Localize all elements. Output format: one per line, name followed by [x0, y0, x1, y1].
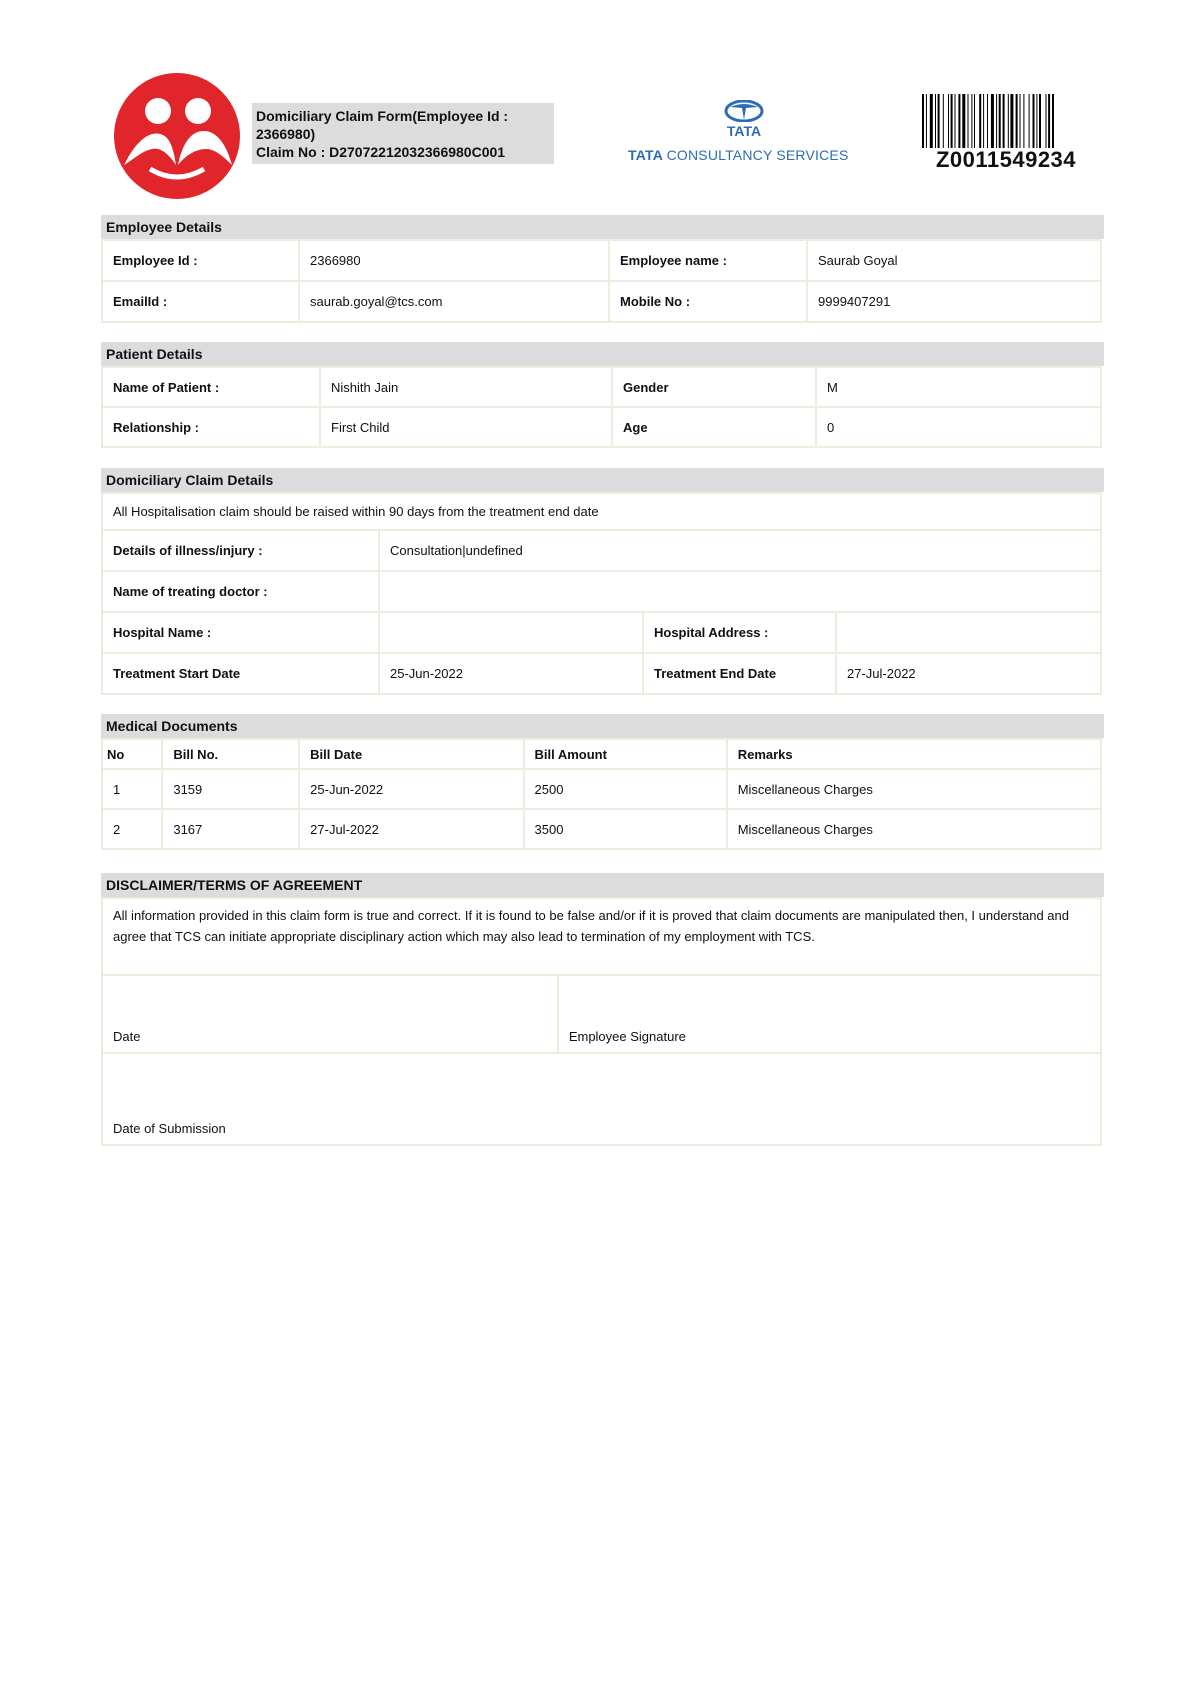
form-title-box	[252, 103, 554, 164]
tata-emblem-icon	[724, 100, 764, 122]
relationship-label: Relationship :	[103, 408, 319, 446]
mobile-value: 9999407291	[808, 282, 1100, 321]
treatment-end-value: 27-Jul-2022	[837, 654, 1100, 693]
age-value: 0	[817, 408, 1100, 446]
barcode-bar	[1036, 94, 1037, 148]
employee-details-table	[101, 239, 1102, 323]
barcode-bar	[922, 94, 924, 148]
barcode-bar	[974, 94, 975, 148]
form-title: Domiciliary Claim Form(Employee Id :	[256, 108, 509, 124]
employee-signature-field: Employee Signature	[559, 976, 1100, 1052]
bill-date: 25-Jun-2022	[300, 770, 522, 808]
relationship-value: First Child	[321, 408, 611, 446]
hospital-name-label: Hospital Name :	[103, 613, 378, 652]
medical-documents-table	[101, 738, 1102, 850]
barcode-bar	[1023, 94, 1024, 148]
bill-date: 27-Jul-2022	[300, 810, 522, 848]
barcode-bar	[983, 94, 984, 148]
barcode-bar	[938, 94, 940, 148]
barcode-bar	[962, 94, 965, 148]
company-logo	[112, 73, 242, 199]
patient-name-value: Nishith Jain	[321, 368, 611, 406]
patient-name-label: Name of Patient :	[103, 368, 319, 406]
bill-amount: 3500	[525, 810, 726, 848]
barcode-bar	[935, 94, 936, 148]
barcode-bar	[1048, 94, 1050, 148]
disclaimer-table	[101, 897, 1102, 1146]
doctor-value	[380, 572, 1100, 611]
barcode-number: Z0011549234	[935, 147, 1077, 172]
employee-id-label: Employee Id :	[103, 241, 298, 280]
barcode-bar	[971, 94, 972, 148]
illness-label: Details of illness/injury :	[103, 531, 378, 570]
bill-number-index: 1	[103, 770, 161, 808]
table-row	[103, 810, 1100, 848]
section-disclaimer: DISCLAIMER/TERMS OF AGREEMENT	[101, 873, 1104, 897]
company-name-rest: CONSULTANCY SERVICES	[666, 147, 849, 163]
barcode-bar	[1010, 94, 1013, 148]
barcode-bar	[979, 94, 981, 148]
section-patient-details: Patient Details	[101, 342, 1104, 366]
barcode-bar	[926, 94, 927, 148]
section-employee-details: Employee Details	[101, 215, 1104, 239]
email-value: saurab.goyal@tcs.com	[300, 282, 608, 321]
section-claim-details: Domiciliary Claim Details	[101, 468, 1104, 492]
bill-no: 3167	[163, 810, 298, 848]
barcode-bar	[968, 94, 969, 148]
email-label: EmailId :	[103, 282, 298, 321]
illness-value: Consultation|undefined	[380, 531, 1100, 570]
employee-name-value: Saurab Goyal	[808, 241, 1100, 280]
bill-remarks: Miscellaneous Charges	[728, 810, 1100, 848]
patient-details-table	[101, 366, 1102, 448]
bill-number-index: 2	[103, 810, 161, 848]
hospital-name-value	[380, 613, 642, 652]
barcode-bar	[1052, 94, 1054, 148]
date-of-submission-field: Date of Submission	[103, 1054, 1100, 1144]
barcode-bar	[991, 94, 994, 148]
section-medical-documents: Medical Documents	[101, 714, 1104, 738]
column-header: Remarks	[728, 740, 1100, 768]
barcode-bar	[958, 94, 960, 148]
barcode-bar	[1020, 94, 1021, 148]
table-row	[103, 770, 1100, 808]
barcode-bar	[1016, 94, 1018, 148]
barcode-bar	[1033, 94, 1035, 148]
tata-wordmark: TATA	[726, 123, 762, 139]
barcode-bar	[987, 94, 988, 148]
column-header: Bill No.	[163, 740, 298, 768]
claim-details-table	[101, 492, 1102, 695]
claim-notice: All Hospitalisation claim should be raised within 90 days from the treatment end date	[103, 494, 1100, 529]
date-field: Date	[103, 976, 557, 1052]
barcode	[922, 94, 1090, 148]
bill-remarks: Miscellaneous Charges	[728, 770, 1100, 808]
bill-no: 3159	[163, 770, 298, 808]
barcode-bar	[1003, 94, 1005, 148]
treatment-start-value: 25-Jun-2022	[380, 654, 642, 693]
disclaimer-text: All information provided in this claim form is true and correct. If it is found to be false and/or if it is proved that claim documents are manipulated then, I understand and agree that TCS can initiate appropriate disciplinary action which may also lead to termination of my employment with TCS.	[103, 899, 1100, 974]
column-header: Bill Amount	[525, 740, 726, 768]
company-name	[628, 147, 849, 163]
gender-label: Gender	[613, 368, 815, 406]
employee-name-label: Employee name :	[610, 241, 806, 280]
barcode-bar	[951, 94, 953, 148]
barcode-bar	[943, 94, 944, 148]
hospital-address-value	[837, 613, 1100, 652]
age-label: Age	[613, 408, 815, 446]
barcode-bar	[1046, 94, 1047, 148]
barcode-bar	[1039, 94, 1041, 148]
column-header: Bill Date	[300, 740, 522, 768]
claim-number: Claim No : D27072212032366980C001	[256, 144, 506, 160]
company-name-bold: TATA	[628, 147, 663, 163]
hospital-address-label: Hospital Address :	[644, 613, 835, 652]
barcode-bar	[955, 94, 956, 148]
barcode-bar	[1029, 94, 1030, 148]
doctor-label: Name of treating doctor :	[103, 572, 378, 611]
treatment-end-label: Treatment End Date	[644, 654, 835, 693]
barcode-bar	[996, 94, 997, 148]
bill-amount: 2500	[525, 770, 726, 808]
barcode-bar	[999, 94, 1001, 148]
barcode-bar	[948, 94, 949, 148]
barcode-bar	[930, 94, 933, 148]
barcode-bar	[1008, 94, 1009, 148]
treatment-start-label: Treatment Start Date	[103, 654, 378, 693]
gender-value: M	[817, 368, 1100, 406]
column-header: No	[103, 740, 161, 768]
employee-id-value: 2366980	[300, 241, 608, 280]
form-title-employee-id: 2366980)	[256, 126, 316, 142]
mobile-label: Mobile No :	[610, 282, 806, 321]
